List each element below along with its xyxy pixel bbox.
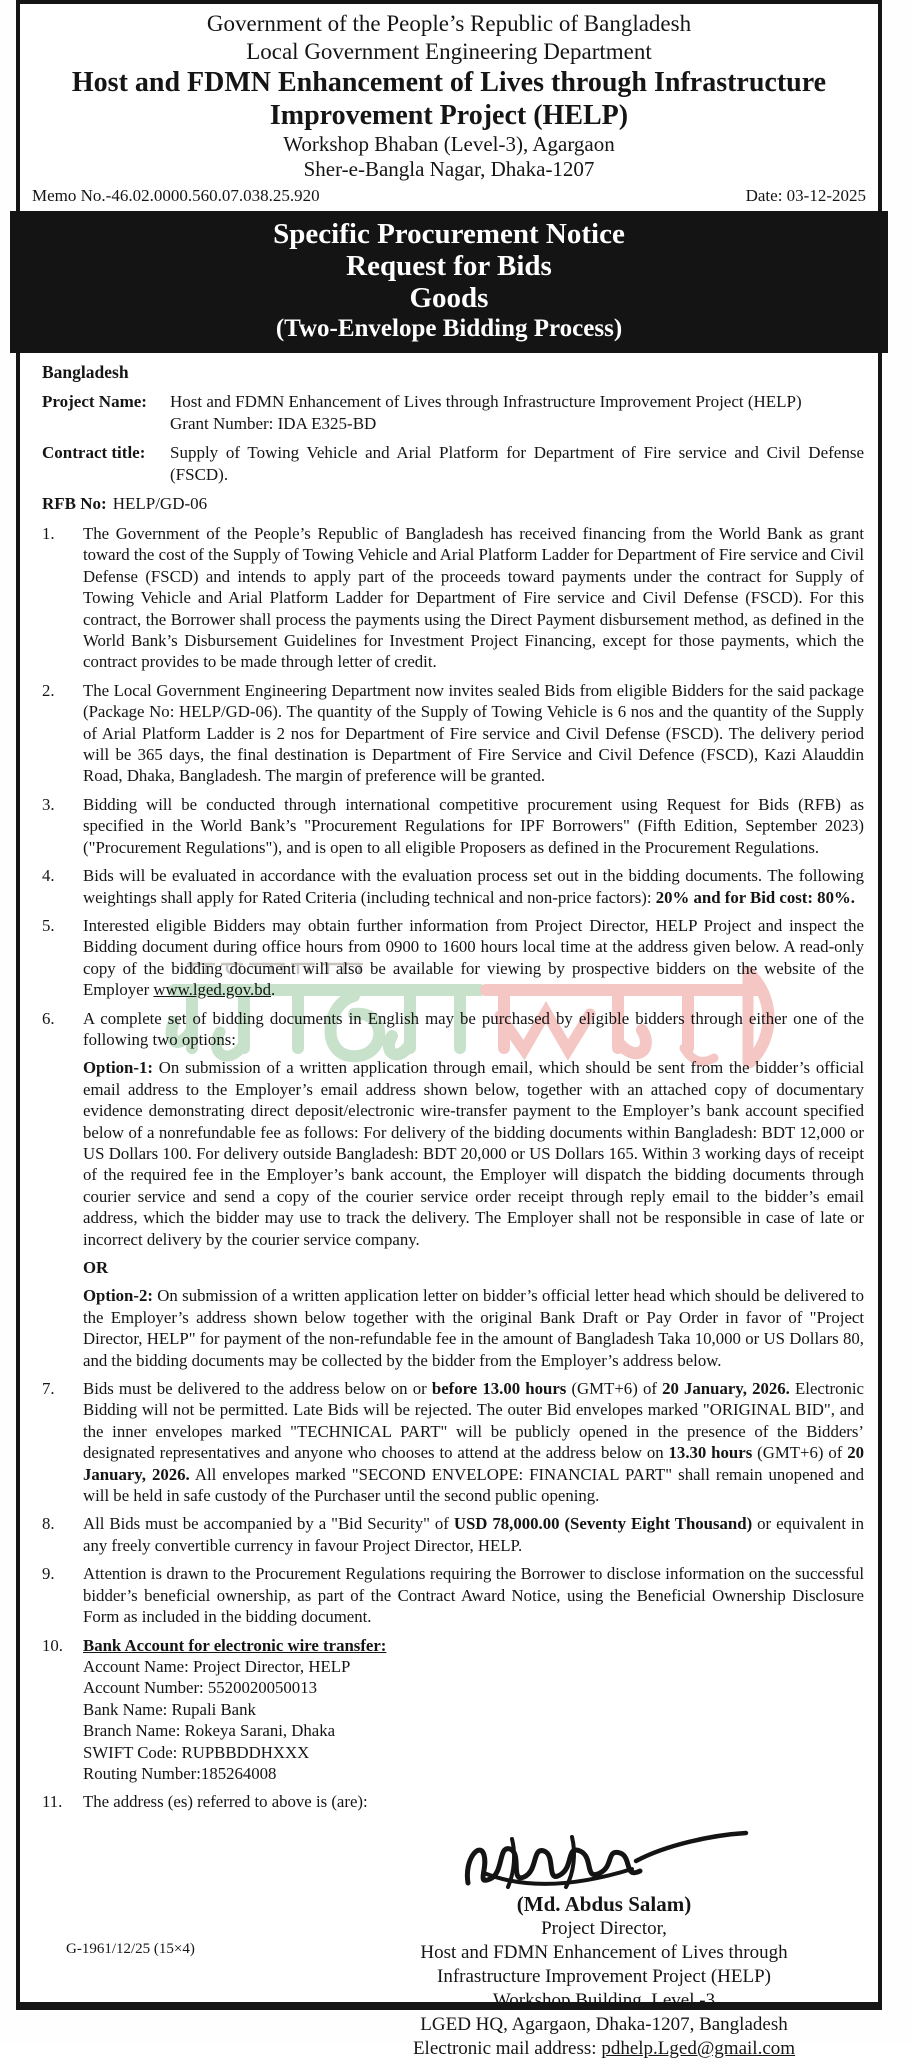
notice-item bbox=[42, 865, 864, 908]
paragraph bbox=[83, 1763, 864, 1784]
paragraph bbox=[83, 1791, 864, 1812]
text-segment: On submission of a written application letter on bidder’s official letter head which should be delivered to the Employer’s address shown below together with the original Bank Draft or Pay Order in favor of "Project Director, HELP" for payment of the non-refundable fee in the amount of Bangladesh Taka 10,000 or US Dollars 80, and the bidding documents may be collected by the bidder from the Employer’s address below. bbox=[83, 1286, 864, 1370]
text-segment: SWIFT Code: RUPBBDDHXXX bbox=[83, 1742, 310, 1762]
contract-title-row bbox=[42, 442, 864, 485]
signatory-building: Workshop Building, Level -3 bbox=[492, 1989, 716, 2011]
value-line: Supply of Towing Vehicle and Arial Platform for Department of Fire service and Civil Defense (FSCD). bbox=[170, 443, 864, 484]
memo-row bbox=[28, 182, 870, 209]
notice-date: Date: 03-12-2025 bbox=[745, 186, 866, 205]
paragraph bbox=[83, 1635, 864, 1656]
text-segment: Account Number: 5520020050013 bbox=[83, 1678, 317, 1698]
text-segment: Bidding will be conducted through international competitive procurement using Request for Bids (RFB) as specified in the World Bank’s "Procurement Regulations for IPF Borrowers" (Fifth Edition, September 2023) ("Procurement Regulations"), and is open to all eligible Proposers as defined in the Procurement Regulations. bbox=[83, 794, 864, 857]
project-name-row bbox=[42, 391, 864, 434]
value-line: Host and FDMN Enhancement of Lives through Infrastructure Improvement Project (HELP) bbox=[170, 392, 802, 411]
signature-block bbox=[364, 1821, 844, 2061]
text-segment: . bbox=[270, 980, 276, 1000]
banner-line-3: Goods bbox=[409, 282, 489, 314]
paragraph bbox=[83, 1513, 864, 1556]
item-number: 1. bbox=[42, 524, 55, 543]
text-segment: The Local Government Engineering Department now invites sealed Bids from eligible Bidders for the said package (Package No: HELP/GD-06). The quantity of the Supply of Towing Vehicle is 6 nos and the quantity of the Supply of Arial Platform Ladder is 2 nos for Department of Fire service and Civil Defense (FSCD). The delivery period will be 365 days, the final destination is Department of Fire Service and Civil Defence (FSCD), Kazi Alauddin Road, Dhaka, Bangladesh. The margin of preference will be granted. bbox=[83, 680, 864, 786]
contract-title-value bbox=[170, 442, 864, 485]
department-line: Local Government Engineering Department bbox=[246, 39, 652, 64]
text-segment: Account Name: Project Director, HELP bbox=[83, 1656, 351, 1676]
text-segment: or equivalent in any freely convertible currency in favour Project Director, HELP. bbox=[83, 1514, 864, 1555]
signatory-address: LGED HQ, Agargaon, Dhaka-1207, Bangladesh bbox=[420, 2013, 788, 2035]
paragraph bbox=[83, 1742, 864, 1763]
text-segment: A complete set of bidding documents in English may be purchased by eligible bidders through either one of the following two options: bbox=[83, 1008, 864, 1049]
paragraph bbox=[83, 1656, 864, 1677]
office-address-line1: Workshop Bhaban (Level-3), Agargaon bbox=[283, 132, 615, 156]
paragraph bbox=[83, 1720, 864, 1741]
project-title-line2: Improvement Project (HELP) bbox=[269, 100, 629, 131]
notice-item bbox=[42, 1635, 864, 1785]
print-reference: G-1961/12/25 (15×4) bbox=[66, 1941, 195, 1957]
email-label: Electronic mail address: bbox=[412, 2037, 602, 2059]
notice-item bbox=[42, 794, 864, 858]
signature-scribble bbox=[454, 1821, 754, 1893]
notice-item bbox=[42, 680, 864, 787]
signatory-name: (Md. Abdus Salam) bbox=[516, 1891, 692, 1916]
banner-line-2: Request for Bids bbox=[346, 250, 552, 282]
notice-item bbox=[42, 1008, 864, 1372]
text-segment: Bank Name: Rupali Bank bbox=[83, 1699, 256, 1719]
text-segment: 13.30 hours bbox=[668, 1443, 753, 1463]
text-segment: Bids must be delivered to the address below on or bbox=[83, 1379, 432, 1399]
item-number: 11. bbox=[42, 1792, 63, 1812]
item-body bbox=[83, 794, 864, 858]
paragraph bbox=[83, 1677, 864, 1698]
item-number: 10. bbox=[42, 1635, 63, 1655]
item-body bbox=[83, 523, 864, 673]
text-segment: 20 January, 2026. bbox=[83, 1443, 864, 1484]
paragraph bbox=[83, 1285, 864, 1371]
banner-line-4: (Two-Envelope Bidding Process) bbox=[275, 315, 623, 342]
paragraph bbox=[83, 915, 864, 1001]
item-body bbox=[83, 1635, 864, 1785]
signatory-email-line bbox=[364, 2037, 844, 2061]
item-body bbox=[83, 1563, 864, 1627]
text-segment: Attention is drawn to the Procurement Regulations requiring the Borrower to disclose information on the successful bidder’s beneficial ownership, as part of the Contract Award Notice, using the Beneficial Ownership Disclosure Form as included in the bidding document. bbox=[83, 1564, 864, 1627]
signatory-title: Project Director, bbox=[541, 1917, 667, 1939]
text-segment: OR bbox=[83, 1258, 109, 1277]
notice-header bbox=[28, 10, 870, 182]
paragraph bbox=[83, 523, 864, 673]
notice-border-frame bbox=[16, 0, 882, 2059]
office-address-line2: Sher-e-Bangla Nagar, Dhaka-1207 bbox=[303, 157, 595, 181]
text-segment: The Government of the People’s Republic of Bangladesh has received financing from the World Bank as grant toward the cost of the Supply of Towing Vehicle and Arial Platform Ladder for Department of Fire service and Civil Defense (FSCD) and intends to apply part of the proceeds toward payments under the contract for Supply of Towing Vehicle and Arial Platform Ladder for Department of Fire service and Civil Defense (FSCD). For this contract, the Borrower shall process the payments using the Direct Payment disbursement method, as defined in the World Bank’s Disbursement Guidelines for Investment Project Financing, except for those payments, which the contract provides to be made through letter of credit. bbox=[83, 524, 864, 672]
text-segment: Branch Name: Rokeya Sarani, Dhaka bbox=[83, 1721, 336, 1741]
paragraph bbox=[83, 1563, 864, 1627]
paragraph bbox=[83, 1008, 864, 1051]
paragraph bbox=[83, 680, 864, 787]
notice-item bbox=[42, 1563, 864, 1627]
text-segment: 20 January, 2026. bbox=[662, 1379, 790, 1399]
item-body bbox=[83, 915, 864, 1001]
text-segment: On submission of a written application through email, which should be sent from the bidder’s official email address to the Employer’s email address shown below, together with an attached copy of documentary evidence demonstrating direct deposit/electronic wire-transfer payment to the Employer’s bank account specified below of a nonrefundable fee as follows: For delivery of the bidding documents within Bangladesh: BDT 12,000 or US Dollars 100. For delivery outside Bangladesh: BDT 20,000 or US Dollars 165. Within 3 working days of receipt of the required fee in the Employer’s bank account, the Employer will dispatch the bidding documents through courier service and send a copy of the courier service order receipt through reply email to the bidder’s email address, which the bidder may use to track the delivery. The Employer shall not be responsible in case of late or incorrect delivery by the courier service company. bbox=[83, 1058, 864, 1249]
notice-item bbox=[42, 1791, 864, 1812]
project-title-line1: Host and FDMN Enhancement of Lives through Infrastructure bbox=[71, 67, 827, 98]
signatory-org-line2: Infrastructure Improvement Project (HELP) bbox=[437, 1965, 771, 1987]
notice-meta bbox=[28, 353, 870, 515]
item-number: 6. bbox=[42, 1008, 55, 1028]
item-body bbox=[83, 865, 864, 908]
text-segment: (GMT+6) of bbox=[752, 1443, 848, 1463]
text-segment: Option-1: bbox=[83, 1058, 153, 1078]
item-body bbox=[83, 1008, 864, 1372]
project-name-label: Project Name: bbox=[42, 392, 147, 411]
email-address-link[interactable]: pdhelp.Lged@gmail.com bbox=[601, 2037, 796, 2059]
country-label: Bangladesh bbox=[42, 362, 129, 382]
item-number: 7. bbox=[42, 1379, 55, 1399]
item-number: 9. bbox=[42, 1564, 55, 1584]
text-segment: www.lged.gov.bd bbox=[153, 980, 271, 1000]
rfb-label: RFB No: bbox=[42, 494, 107, 513]
item-number: 8. bbox=[42, 1514, 55, 1534]
paragraph bbox=[83, 1057, 864, 1250]
paragraph bbox=[83, 865, 864, 908]
text-segment: Bank Account for electronic wire transfer: bbox=[83, 1635, 387, 1655]
text-segment: All envelopes marked "SECOND ENVELOPE: FINANCIAL PART" shall remain unopened and will be held in safe custody of the Purchaser until the second public opening. bbox=[83, 1464, 864, 1506]
item-number: 5. bbox=[42, 915, 55, 935]
text-segment: before 13.00 hours bbox=[431, 1379, 567, 1399]
text-segment: The address (es) referred to above is (are): bbox=[83, 1792, 368, 1812]
item-body bbox=[83, 1513, 864, 1556]
project-name-value bbox=[170, 391, 864, 434]
text-segment: 20% and for Bid cost: 80%. bbox=[655, 887, 855, 907]
paragraph bbox=[83, 1699, 864, 1720]
notice-item bbox=[42, 915, 864, 1001]
notice-item bbox=[42, 523, 864, 673]
signatory-org-line1: Host and FDMN Enhancement of Lives through bbox=[420, 1941, 788, 1963]
government-line: Government of the People’s Republic of Bangladesh bbox=[206, 11, 692, 36]
item-number: 4. bbox=[42, 866, 55, 886]
rfb-value: HELP/GD-06 bbox=[112, 494, 208, 513]
paragraph bbox=[83, 794, 864, 858]
paragraph bbox=[83, 1378, 864, 1506]
paragraph bbox=[83, 1257, 864, 1278]
notice-item bbox=[42, 1378, 864, 1506]
text-segment: USD 78,000.00 (Seventy Eight Thousand) bbox=[453, 1514, 753, 1534]
contract-title-label: Contract title: bbox=[42, 443, 146, 462]
item-body bbox=[83, 1378, 864, 1506]
banner-line-1: Specific Procurement Notice bbox=[273, 218, 625, 250]
text-segment: Routing Number:185264008 bbox=[83, 1763, 277, 1783]
memo-number: Memo No.-46.02.0000.560.07.038.25.920 bbox=[32, 186, 320, 205]
text-segment: Electronic Bidding will not be permitted. Late Bids will be rejected. The outer Bid envelopes marked "ORIGINAL BID", and the inner envelopes marked "TECHNICAL PART" will be publicly opened in the presence of the Bidders’ designated representatives and anyone who chooses to attend at the address below on bbox=[83, 1379, 864, 1463]
notice-item bbox=[42, 1513, 864, 1556]
item-body bbox=[83, 1791, 864, 1812]
item-number: 2. bbox=[42, 680, 55, 700]
notice-banner bbox=[10, 211, 888, 353]
text-segment: Option-2: bbox=[83, 1286, 153, 1306]
value-line: Grant Number: IDA E325-BD bbox=[170, 413, 377, 433]
notice-items bbox=[28, 521, 870, 1813]
item-number: 3. bbox=[42, 794, 55, 814]
text-segment: (GMT+6) of bbox=[566, 1379, 663, 1399]
text-segment: Bids will be evaluated in accordance with the evaluation process set out in the bidding documents. The following weightings shall apply for Rated Criteria (including technical and non-price factors): bbox=[83, 866, 864, 907]
item-body bbox=[83, 680, 864, 787]
text-segment: Interested eligible Bidders may obtain further information from Project Director, HELP Project and inspect the Bidding document during office hours from 0900 to 1600 hours local time at the address given below. A read-only copy of the bidding document will also be available for viewing by prospective bidders on the website of the Employer bbox=[83, 915, 864, 1000]
rfb-row bbox=[42, 493, 864, 515]
text-segment: All Bids must be accompanied by a "Bid Security" of bbox=[83, 1514, 454, 1534]
